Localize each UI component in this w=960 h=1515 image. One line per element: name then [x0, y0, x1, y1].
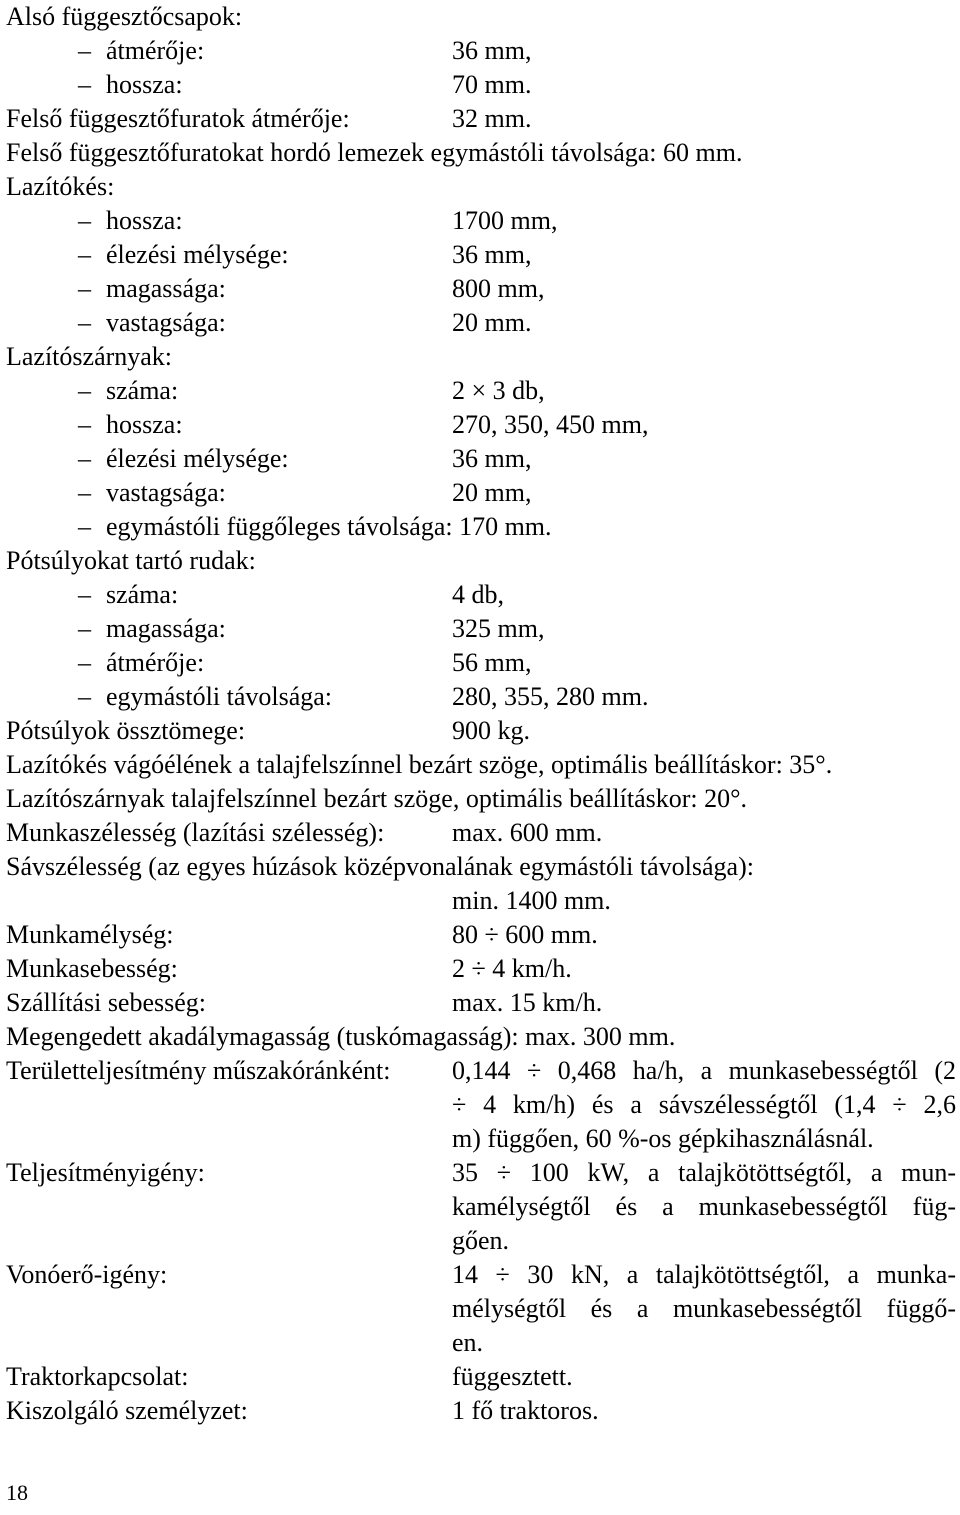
spec-line	[6, 850, 956, 884]
spec-block	[6, 1156, 956, 1258]
spec-line	[6, 578, 956, 612]
paragraph-line: m) függően, 60 %-os gépkihasználásnál.	[452, 1124, 874, 1153]
section-heading: Lazítókés:	[6, 172, 115, 201]
spec-line	[6, 272, 956, 306]
paragraph-line: 14 ÷ 30 kN, a talajkötöttségtől, a munka-	[452, 1260, 956, 1289]
spec-paragraph	[452, 1156, 956, 1258]
spec-text: Sávszélesség (az egyes húzások középvonalának egymástóli távolsága):	[6, 852, 754, 881]
spec-line	[6, 884, 956, 918]
spec-line	[6, 442, 956, 476]
spec-line	[6, 748, 956, 782]
spec-value: 80 ÷ 600 mm.	[452, 920, 598, 949]
spec-value: max. 15 km/h.	[452, 988, 603, 1017]
spec-line	[6, 476, 956, 510]
spec-block	[6, 1258, 956, 1360]
spec-line	[6, 680, 956, 714]
spec-label: hossza:	[106, 206, 183, 235]
spec-line	[6, 136, 956, 170]
spec-value: 36 mm,	[452, 36, 532, 65]
spec-label: Területteljesítmény műszakóránként:	[6, 1056, 391, 1085]
spec-label: száma:	[106, 376, 179, 405]
dash-bullet: –	[78, 444, 91, 473]
spec-line	[6, 170, 956, 204]
spec-line	[6, 816, 956, 850]
spec-value: 1700 mm,	[452, 206, 558, 235]
spec-line	[6, 34, 956, 68]
spec-line	[6, 238, 956, 272]
spec-paragraph	[452, 1258, 956, 1360]
dash-bullet: –	[78, 240, 91, 269]
spec-label: átmérője:	[106, 648, 205, 677]
spec-value: 280, 355, 280 mm.	[452, 682, 649, 711]
spec-value: 4 db,	[452, 580, 504, 609]
spec-value: 32 mm.	[452, 104, 532, 133]
spec-line	[6, 408, 956, 442]
section-heading: Lazítószárnyak:	[6, 342, 173, 371]
dash-bullet: –	[78, 648, 91, 677]
dash-bullet: –	[78, 580, 91, 609]
spec-label: élezési mélysége:	[106, 444, 289, 473]
dash-bullet: –	[78, 206, 91, 235]
paragraph-line: en.	[452, 1328, 484, 1357]
spec-value: 20 mm.	[452, 308, 532, 337]
paragraph-line: mélységtől és a munkasebességtől függő-	[452, 1294, 956, 1323]
spec-text: Lazítókés vágóélének a talajfelszínnel bezárt szöge, optimális beállításkor: 35°.	[6, 750, 833, 779]
spec-label: száma:	[106, 580, 179, 609]
spec-line	[6, 306, 956, 340]
spec-line	[6, 952, 956, 986]
spec-value: 20 mm,	[452, 478, 532, 507]
section-heading: Alsó függesztőcsapok:	[6, 2, 243, 31]
spec-value: 2 ÷ 4 km/h.	[452, 954, 572, 983]
spec-label: Szállítási sebesség:	[6, 988, 207, 1017]
spec-block	[6, 1054, 956, 1156]
spec-line	[6, 1020, 956, 1054]
spec-value: függesztett.	[452, 1362, 573, 1391]
spec-label: vastagsága:	[106, 308, 226, 337]
spec-label: Traktorkapcsolat:	[6, 1362, 189, 1391]
spec-line	[6, 646, 956, 680]
spec-value: max. 600 mm.	[452, 818, 603, 847]
dash-bullet: –	[78, 376, 91, 405]
spec-line	[6, 340, 956, 374]
spec-text: Felső függesztőfuratokat hordó lemezek egymástóli távolsága: 60 mm.	[6, 138, 743, 167]
spec-value: 36 mm,	[452, 444, 532, 473]
spec-label: hossza:	[106, 70, 183, 99]
dash-bullet: –	[78, 36, 91, 65]
spec-value: 270, 350, 450 mm,	[452, 410, 649, 439]
spec-line	[6, 510, 956, 544]
spec-line	[6, 102, 956, 136]
spec-label: Munkasebesség:	[6, 954, 178, 983]
spec-line	[6, 612, 956, 646]
spec-value: 56 mm,	[452, 648, 532, 677]
spec-label: Pótsúlyok össztömege:	[6, 716, 246, 745]
spec-label: Felső függesztőfuratok átmérője:	[6, 104, 350, 133]
paragraph-line: kamélységtől és a munkasebességtől füg-	[452, 1192, 956, 1221]
spec-label: magassága:	[106, 614, 226, 643]
page-number: 18	[6, 1480, 28, 1505]
spec-label: élezési mélysége:	[106, 240, 289, 269]
spec-label: egymástóli távolsága:	[106, 682, 333, 711]
paragraph-line: gően.	[452, 1226, 510, 1255]
section-heading: Pótsúlyokat tartó rudak:	[6, 546, 256, 575]
dash-bullet: –	[78, 512, 91, 541]
spec-value: 325 mm,	[452, 614, 545, 643]
spec-text: Lazítószárnyak talajfelszínnel bezárt szöge, optimális beállításkor: 20°.	[6, 784, 748, 813]
dash-bullet: –	[78, 70, 91, 99]
dash-bullet: –	[78, 274, 91, 303]
spec-label: vastagsága:	[106, 478, 226, 507]
spec-line	[6, 986, 956, 1020]
spec-text: egymástóli függőleges távolsága: 170 mm.	[106, 512, 552, 541]
spec-value: 1 fő traktoros.	[452, 1396, 599, 1425]
spec-label: Munkamélység:	[6, 920, 174, 949]
spec-line	[6, 714, 956, 748]
spec-line	[6, 544, 956, 578]
spec-line	[6, 204, 956, 238]
dash-bullet: –	[78, 614, 91, 643]
spec-value: 900 kg.	[452, 716, 530, 745]
spec-line	[6, 918, 956, 952]
spec-line	[6, 1360, 956, 1394]
spec-line	[6, 0, 956, 34]
spec-paragraph	[452, 1054, 956, 1156]
dash-bullet: –	[78, 410, 91, 439]
spec-label: Munkaszélesség (lazítási szélesség):	[6, 818, 385, 847]
spec-label: átmérője:	[106, 36, 205, 65]
dash-bullet: –	[78, 478, 91, 507]
spec-label: magassága:	[106, 274, 226, 303]
spec-label: Kiszolgáló személyzet:	[6, 1396, 248, 1425]
spec-value: 800 mm,	[452, 274, 545, 303]
dash-bullet: –	[78, 308, 91, 337]
paragraph-line: ÷ 4 km/h) és a sávszélességtől (1,4 ÷ 2,6	[452, 1090, 956, 1119]
spec-label: Teljesítményigény:	[6, 1158, 205, 1187]
spec-line	[6, 68, 956, 102]
spec-line	[6, 782, 956, 816]
spec-value: 2 × 3 db,	[452, 376, 545, 405]
spec-line	[6, 1394, 956, 1428]
spec-value: 36 mm,	[452, 240, 532, 269]
dash-bullet: –	[78, 682, 91, 711]
paragraph-line: 35 ÷ 100 kW, a talajkötöttségtől, a mun-	[452, 1158, 956, 1187]
spec-line	[6, 374, 956, 408]
spec-text: Megengedett akadálymagasság (tuskómagasság): max. 300 mm.	[6, 1022, 676, 1051]
spec-value: min. 1400 mm.	[452, 886, 611, 915]
spec-value: 70 mm.	[452, 70, 532, 99]
spec-label: Vonóerő-igény:	[6, 1260, 168, 1289]
document-body	[6, 0, 956, 1428]
paragraph-line: 0,144 ÷ 0,468 ha/h, a munkasebességtől (2	[452, 1056, 956, 1085]
spec-label: hossza:	[106, 410, 183, 439]
